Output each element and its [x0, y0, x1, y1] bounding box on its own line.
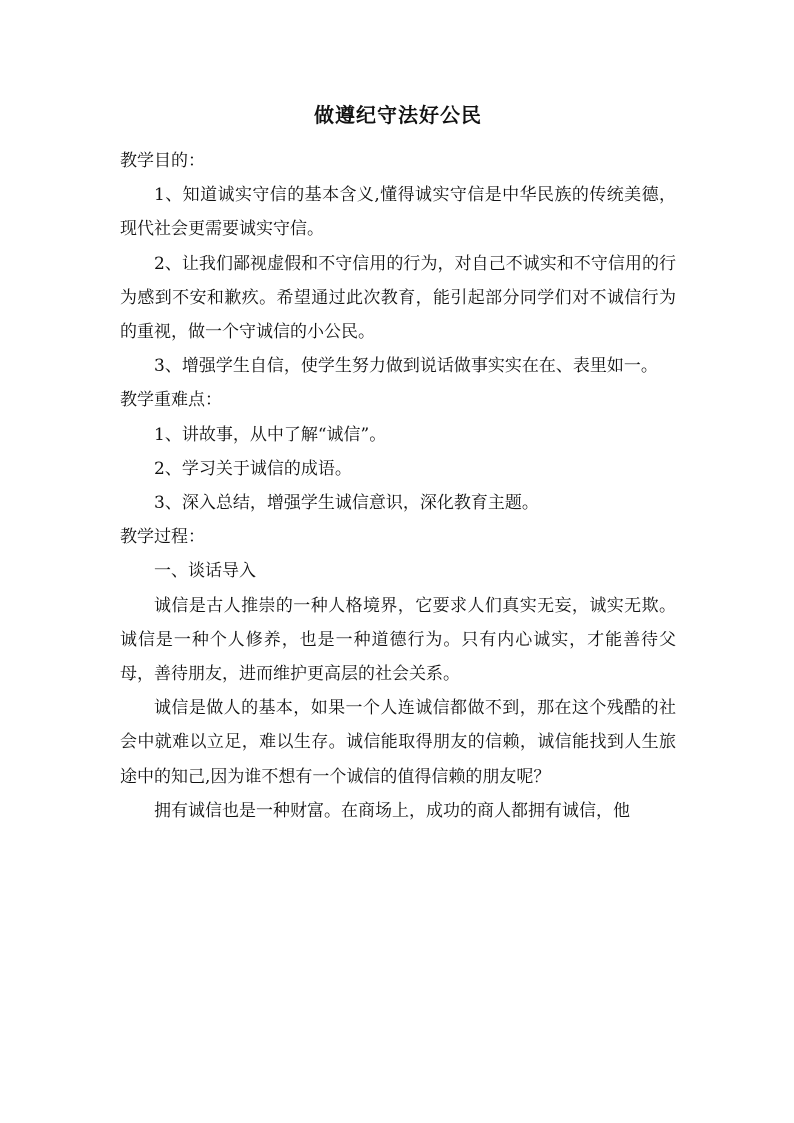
section-heading-objectives: 教学目的： — [120, 151, 205, 171]
process-paragraph-2: 诚信是做人的基本，如果一个人连诚信都做不到，那在这个残酷的社会中就难以立足，难以生存。诚信能取得朋友的信赖，诚信能找到人生旅途中的知己,因为谁不想有一个诚信的值得信赖的朋友呢？ — [120, 698, 676, 787]
objective-2: 2、让我们鄙视虚假和不守信用的行为，对自己不诚实和不守信用的行为感到不安和歉疚。希望通过此次教育，能引起部分同学们对不诚信行为的重视，做一个守诚信的小公民。 — [120, 253, 676, 343]
key-point-3: 3、深入总结，增强学生诚信意识，深化教育主题。 — [154, 493, 539, 514]
process-paragraph-3: 拥有诚信也是一种财富。在商场上，成功的商人都拥有诚信，他 — [154, 800, 630, 821]
document-page — [120, 0, 676, 1123]
document-body — [120, 144, 676, 828]
key-point-1: 1、讲故事，从中了解“诚信”。 — [154, 424, 387, 445]
section-heading-key-points: 教学重难点： — [120, 390, 222, 411]
process-paragraph-1: 诚信是古人推崇的一种人格境界，它要求人们真实无妄，诚实无欺。诚信是一种个人修养，也是一种道德行为。只有内心诚实，才能善待父母，善待朋友，进而维护更高层的社会关系。 — [120, 595, 676, 685]
section-heading-process: 教学过程： — [120, 527, 205, 548]
process-subheading-intro: 一、谈话导入 — [154, 561, 256, 582]
objective-1: 1、知道诚实守信的基本含义,懂得诚实守信是中华民族的传统美德，现代社会更需要诚实守信。 — [120, 185, 676, 240]
document-title: 做遵纪守法好公民 — [314, 103, 482, 127]
objective-3: 3、增强学生自信，使学生努力做到说话做事实实在在、表里如一。 — [154, 356, 658, 377]
key-point-2: 2、学习关于诚信的成语。 — [154, 458, 352, 479]
